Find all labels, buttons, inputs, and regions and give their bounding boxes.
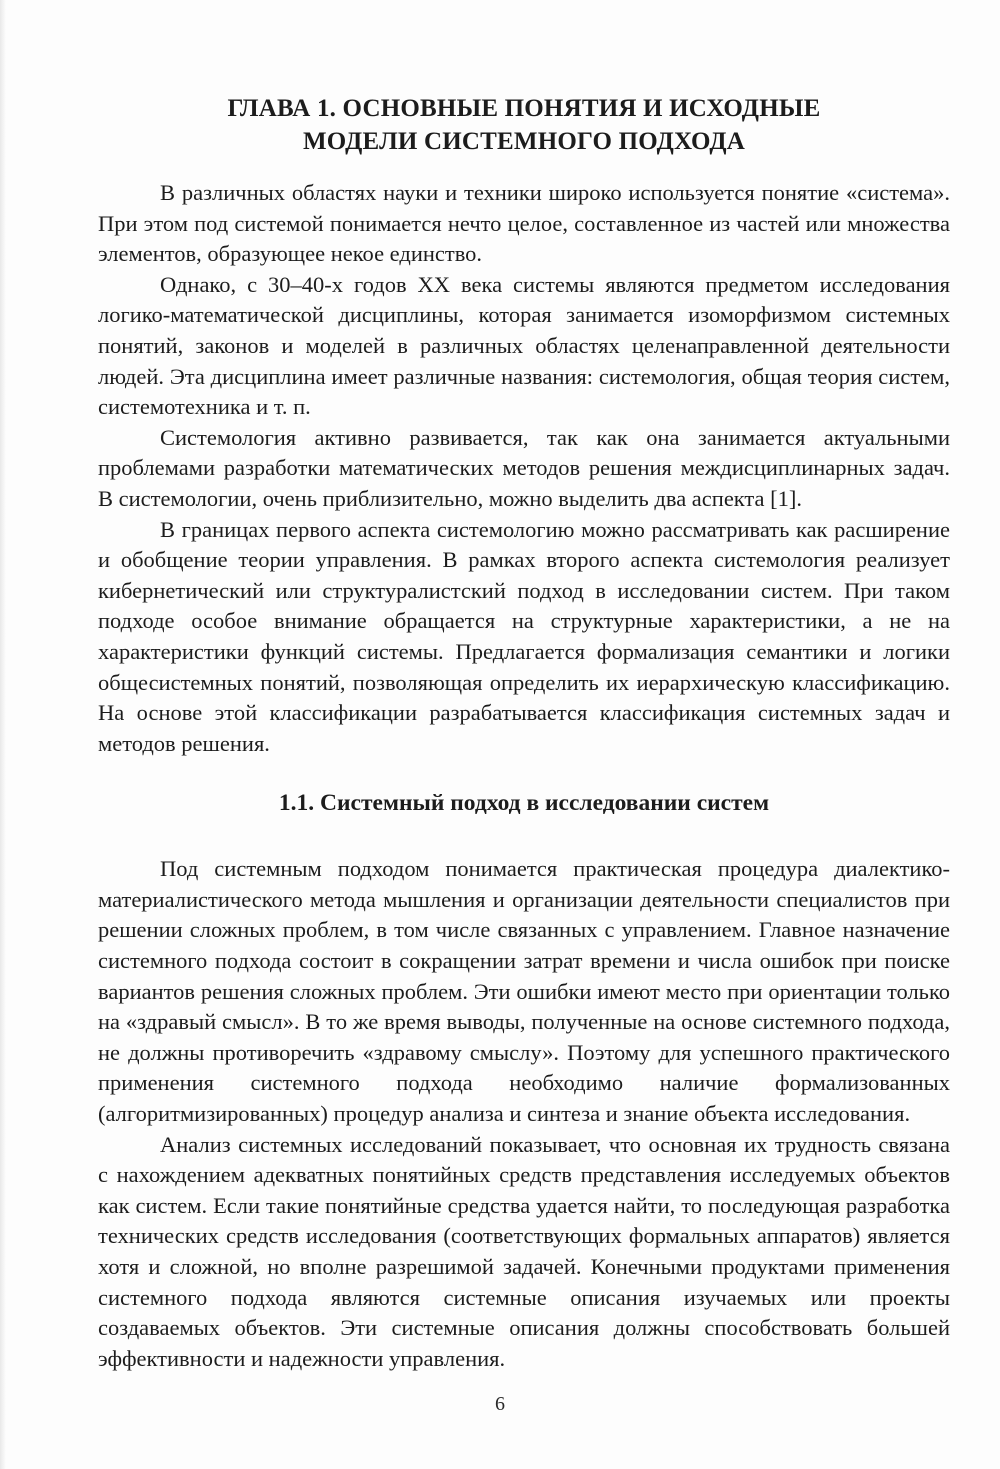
- chapter-title-line-1: ГЛАВА 1. ОСНОВНЫЕ ПОНЯТИЯ И ИСХОДНЫЕ: [227, 95, 821, 122]
- paragraph: Под системным подходом понимается практическая процедура диалектико-материалистического метода мышления и организации деятельности специалистов при решении сложных проблем, в том числе связанных с управлением. Главное назначение системного подхода состоит в сокращении затрат времени и числа ошибок при поиске вариантов решения сложных проблем. Эти ошибки имеют место при ориентации только на «здравый смысл». В то же время выводы, полученные на основе системного подхода, не должны противоречить «здравому смыслу». Поэтому для успешного практического применения системного подхода необходимо наличие формализованных (алгоритмизированных) процедур анализа и синтеза и знание объекта исследования.: [98, 856, 950, 1127]
- paragraph: Однако, с 30–40-х годов XX века системы являются предметом исследования логико-математической дисциплины, которая занимается изоморфизмом системных понятий, законов и моделей в различных областях целенаправленной деятельности людей. Эта дисциплина имеет различные названия: системология, общая теория систем, системотехника и т. п.: [98, 271, 950, 420]
- paragraph: В различных областях науки и техники широко используется понятие «система». При этом под системой понимается нечто целое, составленное из частей или множества элементов, образующее некое единство.: [98, 180, 950, 267]
- chapter-title: [98, 92, 950, 158]
- page-edge-shadow: [0, 0, 6, 1469]
- intro-text: [98, 178, 950, 759]
- section-text: [98, 854, 950, 1374]
- paragraph: Системология активно развивается, так как она занимается актуальными проблемами разработки математических методов решения междисциплинарных задач. В системологии, очень приблизительно, можно выделить два аспекта [1].: [98, 424, 950, 511]
- page-number: 6: [495, 1393, 505, 1415]
- paragraph: В границах первого аспекта системологию можно рассматривать как расширение и обобщение теории управления. В рамках второго аспекта системология реализует кибернетический или структуралистский подход в исследовании систем. При таком подходе особое внимание обращается на структурные характеристики, а не на характеристики функций системы. Предлагается формализация семантики и логики общесистемных понятий, позволяющая определить их иерархическую классификацию. На основе этой классификации разрабатывается классификация системных задач и методов решения.: [98, 516, 950, 756]
- paragraph: Анализ системных исследований показывает, что основная их трудность связана с нахождением адекватных понятийных средств представления исследуемых объектов как систем. Если такие понятийные средства удается найти, то последующая разработка технических средств исследования (соответствующих формальных аппаратов) является хотя и сложной, но вполне разрешимой задачей. Конечными продуктами применения системного подхода являются системные описания изучаемых или проекты создаваемых объектов. Эти системные описания должны способствовать большей эффективности и надежности управления.: [98, 1131, 950, 1371]
- page-content: [98, 92, 950, 1374]
- section-title: 1.1. Системный подход в исследовании систем: [278, 790, 770, 817]
- chapter-title-line-2: МОДЕЛИ СИСТЕМНОГО ПОДХОДА: [302, 128, 746, 155]
